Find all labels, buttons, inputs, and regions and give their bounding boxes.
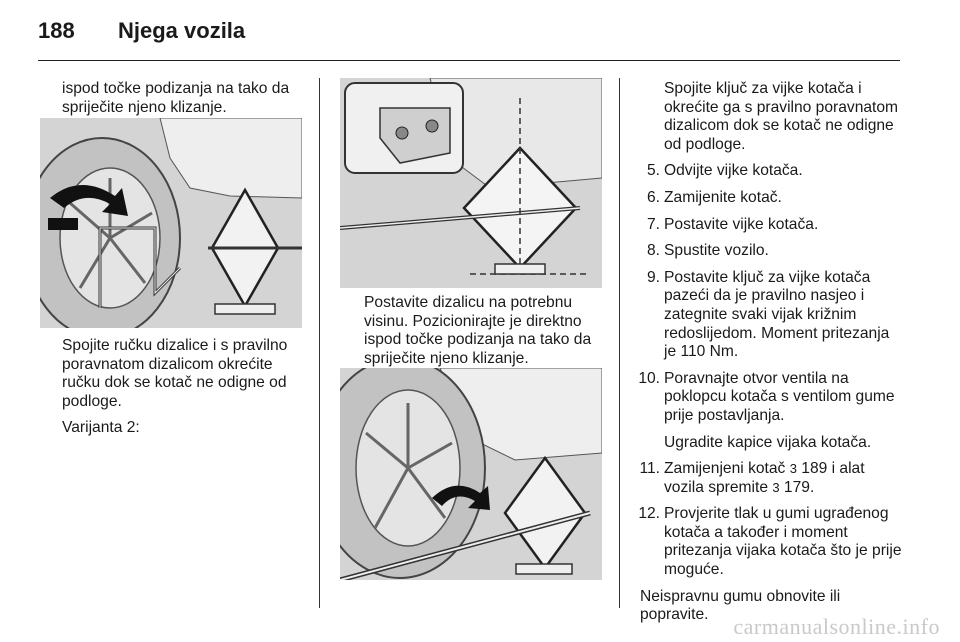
list-item [640, 505, 902, 579]
steps-list [640, 162, 902, 579]
list-item [640, 242, 902, 261]
step-number: 7. [646, 215, 660, 233]
jack-crank-illustration [40, 118, 302, 328]
step-text: Postavite vijke kotača. [664, 215, 819, 233]
list-item [640, 269, 902, 362]
watermark: carmanualsonline.info [733, 614, 940, 639]
page-ref-arrow-icon: 3 [789, 461, 797, 477]
step-number: 5. [646, 162, 660, 180]
step-number: 10. [638, 369, 660, 387]
step-text: Poravnajte otvor ventila na poklopcu kotača s ventilom gume prije postavljanja. [664, 369, 895, 424]
step-number: 11. [639, 460, 660, 478]
page-number: 188 [38, 18, 75, 43]
step-number: 12. [638, 505, 660, 523]
column-divider-2 [619, 78, 620, 608]
list-item [640, 216, 902, 235]
col3-closing: Neispravnu gumu obnovite ili popravite. [640, 587, 841, 624]
step10-note: Ugradite kapice vijaka kotača. [664, 433, 872, 451]
step-text: Spustite vozilo. [664, 242, 769, 260]
column-1-lower [62, 337, 308, 446]
header-rule [38, 60, 900, 61]
col3-intro: Spojite ključ za vijke kotača i okrećite ga s pravilno poravnatom dizalicom dok se kotač ne odigne od podloge. [664, 80, 899, 153]
list-item [640, 370, 902, 426]
col1-caption: Spojite ručku dizalice i s pravilno poravnatom dizalicom okrećite ručku dok se kotač ne odigne od podloge. [62, 337, 288, 410]
figure-jack-wrench [340, 368, 602, 580]
page-ref-arrow-icon: 3 [772, 479, 780, 495]
step-text: Zamijenjeni kotač [664, 460, 786, 478]
step-number: 6. [646, 188, 660, 206]
step-text-ref: 179. [783, 478, 815, 496]
col1-intro: ispod točke podizanja na tako da spriječite njeno klizanje. [62, 80, 290, 116]
jack-wrench-illustration [340, 368, 602, 580]
col2-caption: Postavite dizalicu na potrebnu visinu. Pozicionirajte je direktno ispod točke podizanja na tako da spriječite njeno klizanje. [364, 294, 592, 367]
column-2 [364, 294, 610, 376]
column-divider-1 [319, 78, 320, 608]
step-text: Zamijenite kotač. [664, 188, 782, 206]
step-note [640, 434, 902, 453]
figure-jack-crank [40, 118, 302, 328]
jack-position-illustration [340, 78, 602, 288]
step-text-ref: 189 i alat vozila spremite [664, 460, 865, 496]
list-item [640, 460, 902, 497]
list-item [640, 189, 902, 208]
col1-variant: Varijanta 2: [62, 419, 140, 437]
page-title: Njega vozila [118, 18, 246, 43]
column-3 [640, 80, 902, 633]
figure-jack-position [340, 78, 602, 288]
step-number: 8. [646, 242, 660, 260]
step-text: Provjerite tlak u gumi ugrađenog kotača a također i moment pritezanja vijaka kotača što je prije moguće. [664, 505, 902, 579]
list-item [640, 162, 902, 181]
step-number: 9. [646, 268, 660, 286]
step-text: Odvijte vijke kotača. [664, 162, 803, 180]
step-text: Postavite ključ za vijke kotača pazeći da je pravilno nasjeo i zategnite svaki vijak križnim redoslijedom. Moment pritezanja je 110 Nm. [664, 268, 890, 361]
